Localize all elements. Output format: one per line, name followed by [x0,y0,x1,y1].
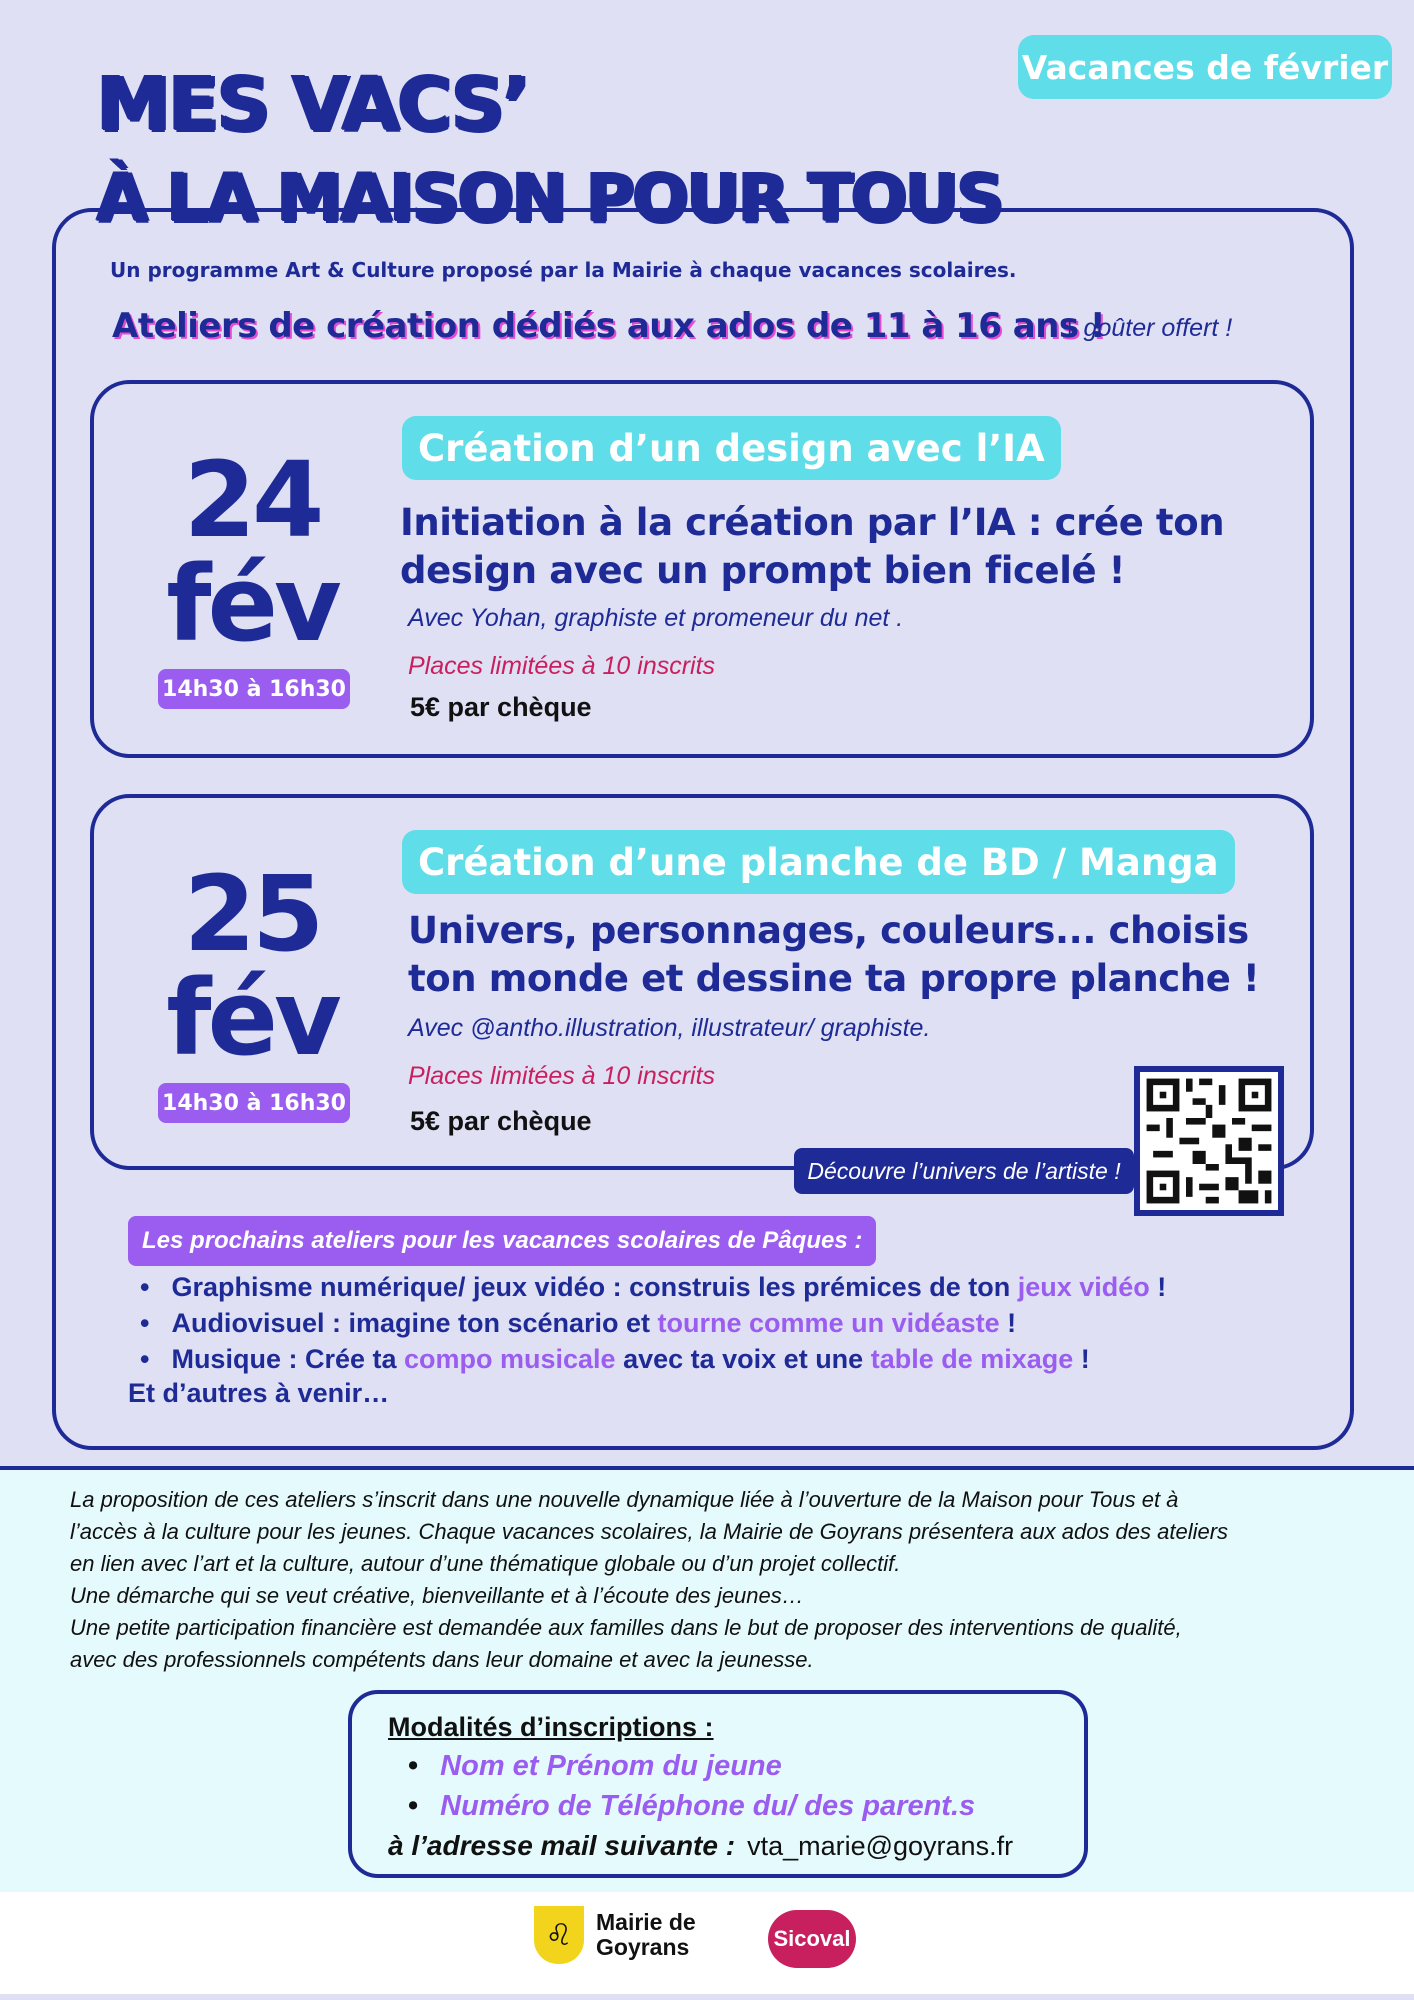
qr-caption: Découvre l’univers de l’artiste ! [794,1148,1134,1194]
registration-item-phone: • Numéro de Téléphone du/ des parent.s [408,1790,975,1830]
workshop-1-name: Création d’un design avec l’IA [402,416,1061,480]
registration-item-name: • Nom et Prénom du jeune [408,1750,975,1790]
next-workshops-list [140,1272,1166,1380]
workshop-2-desc-1: Univers, personnages, couleurs... choisis [408,909,1249,952]
title-line-2: À LA MAISON POUR TOUS [96,160,1002,237]
workshop-2-host: Avec @antho.illustration, illustrateur/ graphiste. [408,1014,931,1042]
workshop-2-month: fév [166,957,338,1079]
workshop-1-price: 5€ par chèque [410,692,592,722]
footer [0,1892,1414,2000]
qr-code[interactable] [1134,1066,1284,1216]
lion-shield-icon: ♌ [534,1906,584,1964]
registration-title: Modalités d’inscriptions : [388,1712,714,1742]
workshop-1-month: fév [166,543,338,665]
bottom-band [0,1994,1414,2000]
registration-mail: à l’adresse mail suivante : vta_marie@goyrans.fr [388,1830,1014,1861]
workshop-2-name: Création d’une planche de BD / Manga [402,830,1235,894]
more-to-come: Et d’autres à venir… [128,1378,390,1408]
tagline: Ateliers de création dédiés aux ados de 11 à 16 ans ! [112,306,1106,346]
workshop-1-time: 14h30 à 16h30 [158,669,350,709]
workshop-2-time: 14h30 à 16h30 [158,1083,350,1123]
title-line-1: MES VACS’ [96,62,528,148]
mairie-logo: ♌ Mairie de Goyrans [534,1906,696,1964]
workshop-2-places: Places limitées à 10 inscrits [408,1062,716,1090]
workshop-2-day: 25 [183,853,321,975]
qr-code-icon [1140,1072,1278,1210]
registration-list [408,1750,975,1830]
next-item-graphisme: • Graphisme numérique/ jeux vidéo : construis les prémices de ton jeux vidéo ! [140,1272,1166,1308]
workshop-1-host: Avec Yohan, graphiste et promeneur du net . [408,604,904,632]
period-badge: Vacances de février [1018,35,1392,99]
next-item-musique: • Musique : Crée ta compo musicale avec ta voix et une table de mixage ! [140,1344,1166,1380]
workshop-1-desc-1: Initiation à la création par l’IA : crée ton [400,501,1225,544]
email-link[interactable]: vta_marie@goyrans.fr [747,1831,1014,1861]
workshop-2-price: 5€ par chèque [410,1106,592,1136]
tagline-extra: + goûter offert ! [1062,314,1233,342]
workshop-1-desc-2: design avec un prompt bien ficelé ! [400,549,1126,592]
next-item-audiovisuel: • Audiovisuel : imagine ton scénario et tourne comme un vidéaste ! [140,1308,1166,1344]
workshop-2-desc-2: ton monde et dessine ta propre planche ! [408,957,1260,1000]
next-workshops-heading: Les prochains ateliers pour les vacances scolaires de Pâques : [128,1216,876,1266]
sicoval-logo: Sicoval [768,1910,856,1968]
workshop-1-day: 24 [183,439,321,561]
description-paragraph: La proposition de ces ateliers s’inscrit dans une nouvelle dynamique liée à l’ouverture de la Maison pour Tous et à l’accès à la culture pour les jeunes. Chaque vacances scolaires, la Mairie de Goyrans présentera aux ados des ateliers en lien avec l’art et la culture, autour d’une thématique globale ou d’un projet collectif. Une démarche qui se veut créative, bienveillante et à l’écoute des jeunes… Une petite participation financière est demandée aux familles dans le but de proposer des interventions de qualité, avec des professionnels compétents dans leur domaine et avec la jeunesse. [70,1487,1229,1672]
workshop-1-places: Places limitées à 10 inscrits [408,652,716,680]
subtitle: Un programme Art & Culture proposé par la Mairie à chaque vacances scolaires. [110,258,1017,282]
